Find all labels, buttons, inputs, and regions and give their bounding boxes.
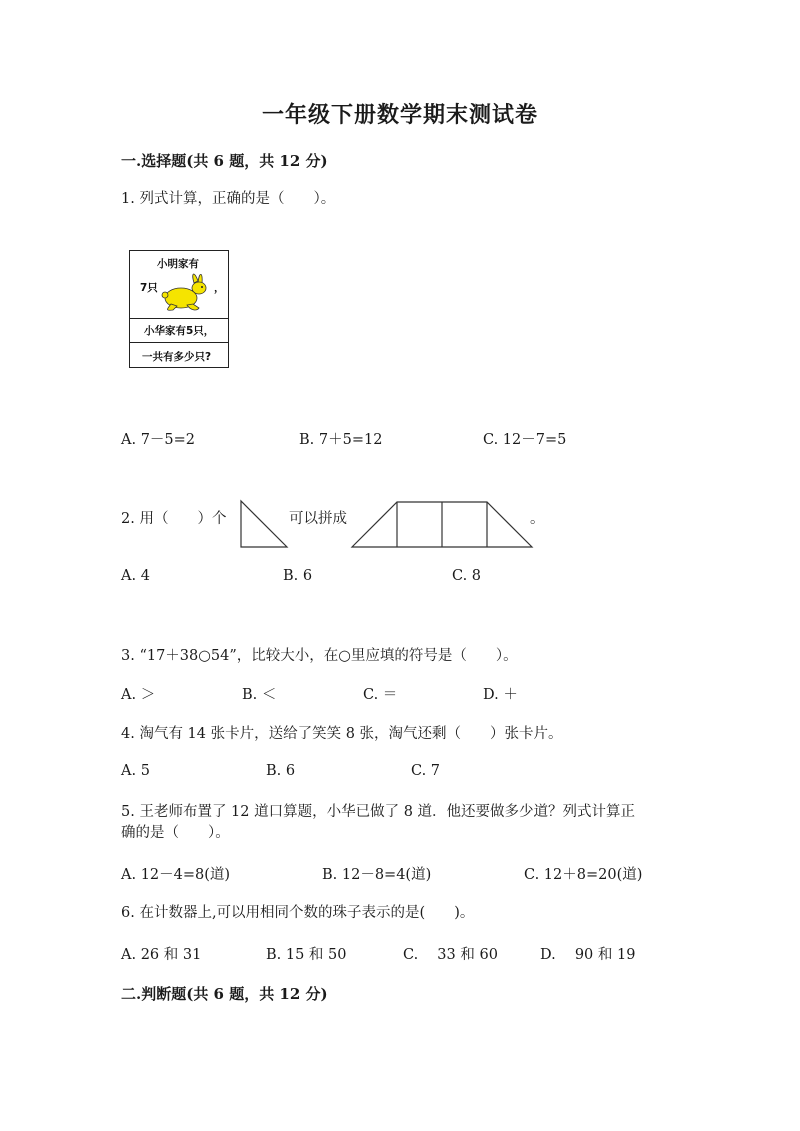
question-2-option-c[interactable]: C. 8 [452, 568, 482, 584]
question-3-option-d[interactable]: D. ＋ [483, 687, 518, 703]
section-heading-judgement: 二.判断题(共 6 题，共 12 分) [121, 985, 328, 1003]
question-2-option-b[interactable]: B. 6 [283, 568, 313, 584]
question-3-option-c[interactable]: C. ＝ [363, 687, 398, 703]
question-5-stem-line1: 5. 王老师布置了 12 道口算题，小华已做了 8 道．他还要做多少道？列式计算正 [121, 804, 636, 820]
question-3-option-a[interactable]: A. ＞ [121, 687, 156, 703]
question-3-option-b[interactable]: B. ＜ [242, 687, 277, 703]
question-1-picture [129, 250, 229, 368]
page-title: 一年级下册数学期末测试卷 [261, 102, 538, 128]
question-4-option-b[interactable]: B. 6 [266, 763, 296, 779]
question-4-stem: 4. 淘气有 14 张卡片，送给了笑笑 8 张，淘气还剩（ ）张卡片。 [121, 726, 563, 742]
picture-row-1 [130, 251, 228, 319]
question-1-option-c[interactable]: C. 12－7=5 [483, 432, 567, 448]
picture-row-3 [130, 343, 228, 369]
question-5-option-c[interactable]: C. 12＋8=20(道) [524, 867, 643, 883]
question-6-option-c[interactable]: C. 33 和 60 [403, 947, 498, 963]
picture-text-row3: 一共有多少只? [142, 351, 212, 363]
question-1-option-b[interactable]: B. 7＋5=12 [299, 432, 383, 448]
question-1-option-a[interactable]: A. 7－5=2 [121, 432, 196, 448]
picture-text-count: 7只 [140, 282, 158, 294]
question-2-stem-end: 。 [530, 511, 545, 527]
question-6-option-b[interactable]: B. 15 和 50 [266, 947, 347, 963]
picture-text-line1: 小明家有 [157, 258, 199, 270]
rabbit-icon [161, 271, 211, 313]
question-5-stem-line2: 确的是（ ）。 [121, 825, 230, 841]
question-6-option-d[interactable]: D. 90 和 19 [540, 947, 636, 963]
question-5-option-b[interactable]: B. 12－8=4(道) [322, 867, 432, 883]
triangle-shape-icon [240, 500, 290, 550]
picture-text-row2: 小华家有5只， [144, 325, 215, 337]
trapezoid-shape-icon [350, 500, 534, 550]
section-heading-choice: 一.选择题(共 6 题，共 12 分) [121, 152, 328, 170]
picture-text-comma: ， [214, 282, 225, 294]
question-2-option-a[interactable]: A. 4 [121, 568, 150, 584]
question-6-stem: 6. 在计数器上,可以用相同个数的珠子表示的是( )。 [121, 905, 475, 921]
question-4-option-a[interactable]: A. 5 [121, 763, 150, 779]
question-2-stem-part2: 可以拼成 [289, 511, 347, 527]
question-2-stem-part1: 2. 用（ ）个 [121, 511, 227, 527]
question-1-stem: 1. 列式计算，正确的是（ ）。 [121, 191, 336, 207]
picture-row-2 [130, 319, 228, 343]
question-6-option-a[interactable]: A. 26 和 31 [121, 947, 202, 963]
question-3-stem: 3. “17＋38○54”，比较大小，在○里应填的符号是（ ）。 [121, 648, 518, 664]
question-4-option-c[interactable]: C. 7 [411, 763, 441, 779]
question-5-option-a[interactable]: A. 12－4=8(道) [121, 867, 231, 883]
